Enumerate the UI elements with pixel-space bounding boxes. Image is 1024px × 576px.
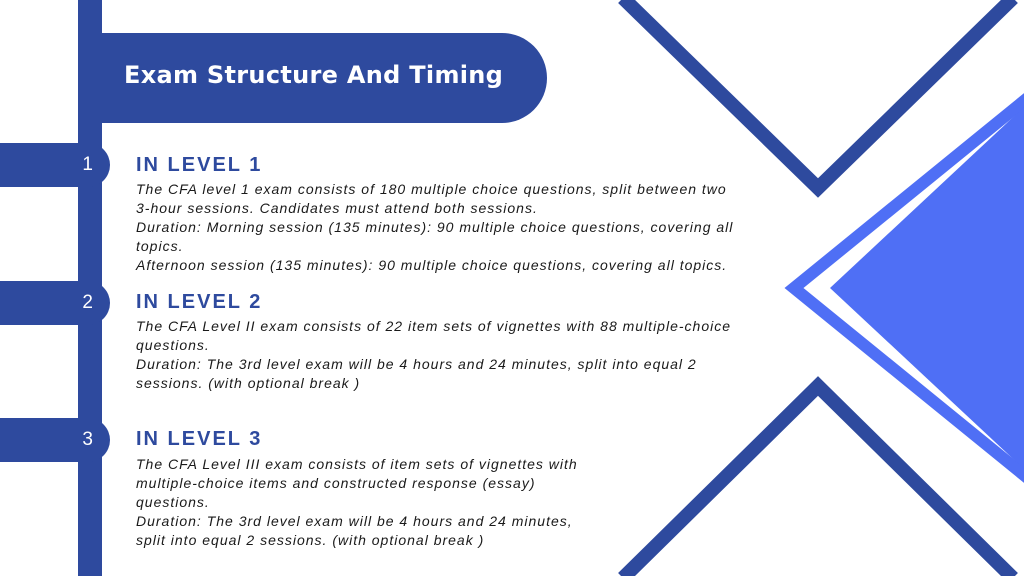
level-1-heading: IN LEVEL 1 xyxy=(136,154,263,176)
level-number: 1 xyxy=(82,154,93,175)
page-title: Exam Structure And Timing xyxy=(124,61,504,89)
level-3-number-tab xyxy=(0,418,110,462)
level-2-heading: IN LEVEL 2 xyxy=(136,291,263,313)
level-2-description: The CFA Level II exam consists of 22 item sets of vignettes with 88 multiple-choice questions. Duration: The 3rd level exam will be 4 hours and 24 minutes, split into equal 2 sessions. (with optional break ) xyxy=(136,318,731,391)
level-number: 2 xyxy=(82,292,93,313)
level-number: 3 xyxy=(82,429,93,450)
level-1-description: The CFA level 1 exam consists of 180 multiple choice questions, split between two 3-hour sessions. Candidates must attend both sessions. Duration: Morning session (135 minutes): 90 multiple choice questions, covering all topics. Afternoon session (135 minutes): 90 multiple choice questions, covering all topics. xyxy=(136,181,734,273)
level-3-description: The CFA Level III exam consists of item sets of vignettes with multiple-choice items and constructed response (essay) questions. Duration: The 3rd level exam will be 4 hours and 24 minutes, split into equal 2 sessions. (with optional break ) xyxy=(136,456,578,548)
solid-triangle-shape xyxy=(830,107,1024,469)
level-2-number-tab xyxy=(0,281,110,325)
level-3-heading: IN LEVEL 3 xyxy=(136,428,263,450)
level-1-number-tab xyxy=(0,143,110,187)
